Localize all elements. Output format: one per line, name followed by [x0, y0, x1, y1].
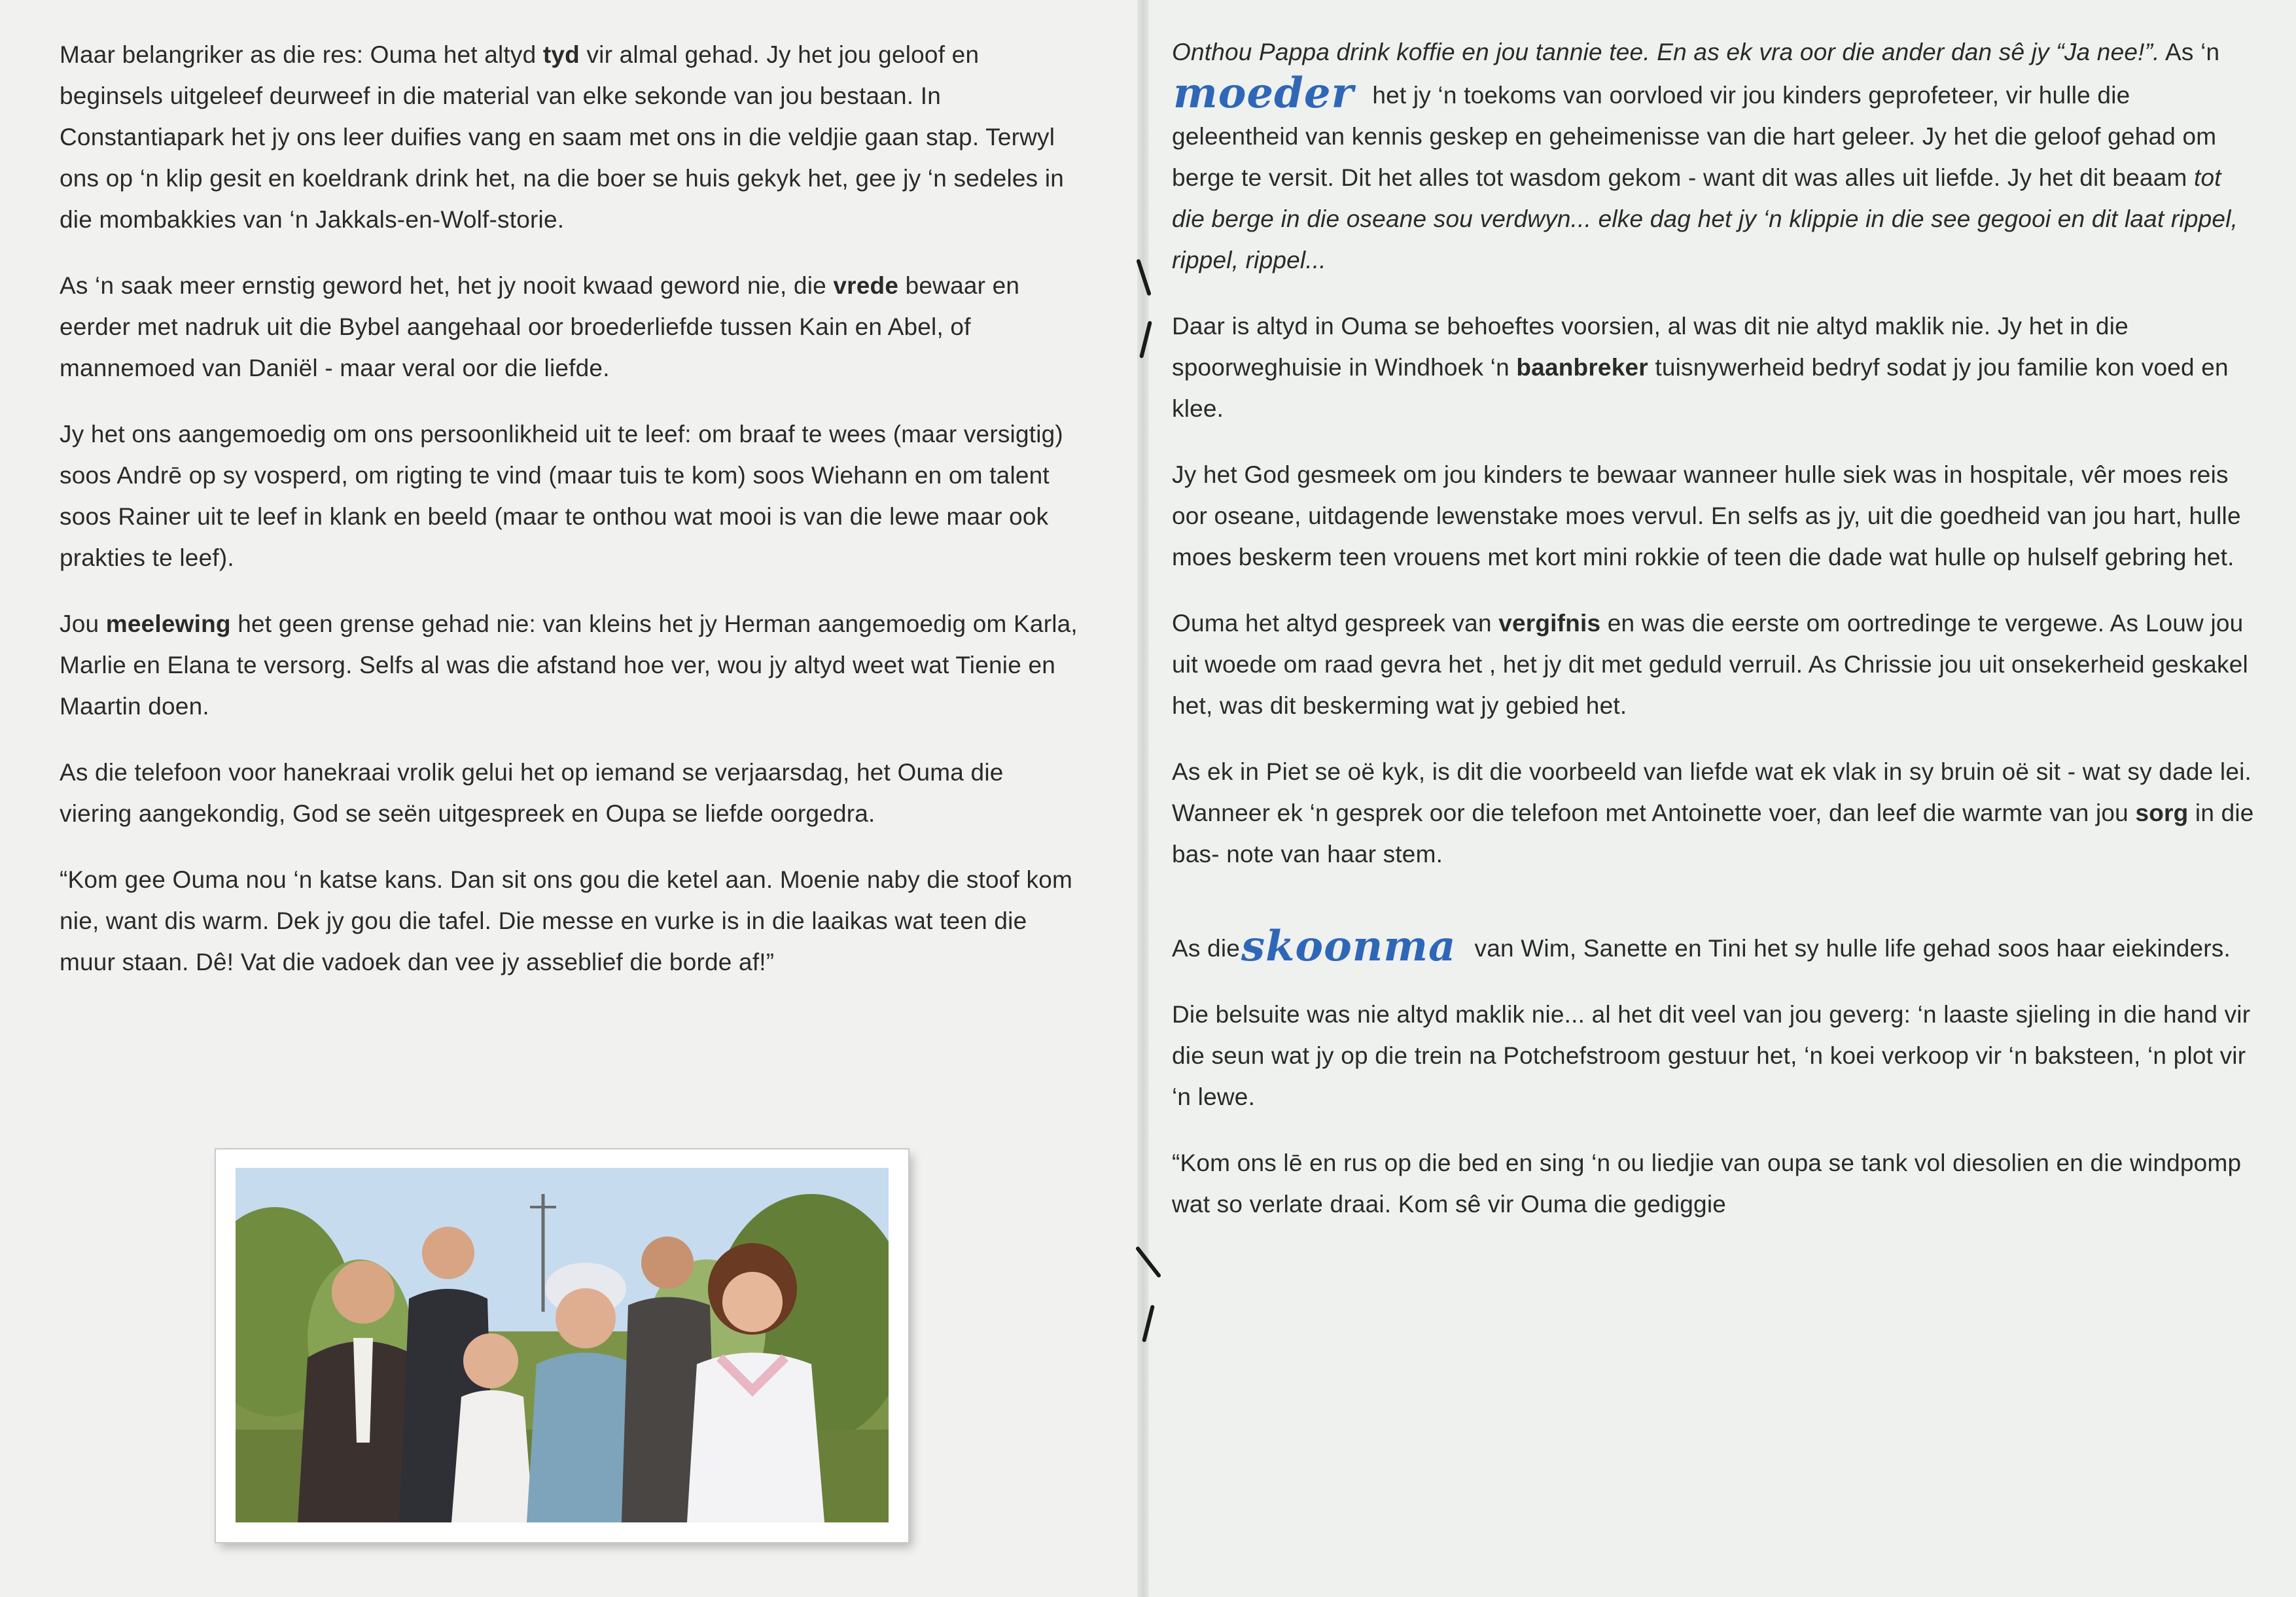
family-photo-frame: [216, 1149, 908, 1542]
family-photo-image: [236, 1168, 889, 1522]
skoonma-script-word: skoonma: [1241, 922, 1457, 971]
left-paragraph-1: Maar belangriker as die res: Ouma het altyd tyd vir almal gehad. Jy het jou geloof en beginsels uitgeleef deurweef in die material van elke sekonde van jou bestaan. In Constantiapark het jy ons leer duifies vang en saam met ons in die veldjie gaan stap. Terwyl ons op ‘n klip gesit en koeldrank drink het, na die boer se huis gekyk het, gee jy ‘n sedeles in die mombakkies van ‘n Jakkals-en-Wolf-storie.: [60, 41, 1065, 233]
right-text-column: [1172, 31, 2258, 1250]
left-page: [0, 0, 1137, 1597]
right-paragraph-5: As ek in Piet se oë kyk, is dit die voorbeeld van liefde wat ek vlak in sy bruin oë sit - wat sy dade lei. Wanneer ek ‘n gesprek oor die telefoon met Antoinette voer, dan leef die warmte van jou sorg in die bas- note van haar stem.: [1172, 758, 2254, 868]
left-text-column: [60, 34, 1080, 1008]
right-paragraph-8: “Kom ons lē en rus op die bed en sing ‘n ou liedjie van oupa se tank vol diesolien en die windpomp wat so verlate draai. Kom sê vir Ouma die gediggie: [1172, 1149, 2242, 1218]
book-gutter: [1137, 0, 1149, 1597]
right-paragraph-1: Onthou Pappa drink koffie en jou tannie tee. En as ek vra oor die ander dan sê jy “Ja nee!”. As ‘nmoeder het jy ‘n toekoms van oorvloed vir jou kinders geprofeteer, vir hulle die geleentheid van kennis geskep en geheimenisse van die hart geleer. Jy het die geloof gehad om berge te versit. Dit het alles tot wasdom gekom - want dit was alles uit liefde. Jy het dit beaam tot die berge in die oseane sou verdwyn... elke dag het jy ‘n klippie in die see gegooi en dit laat rippel, rippel, rippel...: [1172, 39, 2238, 273]
left-paragraph-5: As die telefoon voor hanekraai vrolik gelui het op iemand se verjaarsdag, het Ouma die viering aangekondig, God se seën uitgespreek en Oupa se liefde oorgedra.: [60, 759, 1004, 827]
left-paragraph-3: Jy het ons aangemoedig om ons persoonlikheid uit te leef: om braaf te wees (maar versigtig) soos Andrē op sy vosperd, om rigting te vind (maar tuis te kom) soos Wiehann en om talent soos Rainer uit te leef in klank en beeld (maar te onthou wat mooi is van die lewe maar ook prakties te leef).: [60, 421, 1063, 571]
right-paragraph-4: Ouma het altyd gespreek van vergifnis en was die eerste om oortredinge te vergewe. As Louw jou uit woede om raad gevra het , het jy dit met geduld verruil. As Chrissie jou uit onsekerheid geskakel het, was dit beskerming wat jy gebied het.: [1172, 610, 2248, 719]
right-paragraph-2: Daar is altyd in Ouma se behoeftes voorsien, al was dit nie altyd maklik nie. Jy het in die spoorweghuisie in Windhoek ‘n baanbreker tuisnywerheid bedryf sodat jy jou familie kon voed en klee.: [1172, 313, 2229, 422]
moeder-script-word: moeder: [1173, 69, 1354, 118]
family-photo: [236, 1168, 889, 1522]
right-paragraph-6: As dieskoonma van Wim, Sanette en Tini het sy hulle life gehad soos haar eiekinders.: [1172, 922, 2231, 971]
left-paragraph-2: As ‘n saak meer ernstig geword het, het jy nooit kwaad geword nie, die vrede bewaar en eerder met nadruk uit die Bybel aangehaal oor broederliefde tussen Kain en Abel, of mannemoed van Daniël - maar veral oor die liefde.: [60, 272, 1020, 381]
right-paragraph-7: Die belsuite was nie altyd maklik nie... al het dit veel van jou geverg: ‘n laaste sjieling in die hand vir die seun wat jy op die trein na Potchefstroom gestuur het, ‘n koei verkoop vir ‘n baksteen, ‘n plot vir ‘n lewe.: [1172, 1001, 2251, 1110]
left-paragraph-6: “Kom gee Ouma nou ‘n katse kans. Dan sit ons gou die ketel aan. Moenie naby die stoof kom nie, want dis warm. Dek jy gou die tafel. Die messe en vurke is in die laaikas wat teen die muur staan. Dê! Vat die vadoek dan vee jy asseblief die borde af!”: [60, 866, 1073, 975]
left-paragraph-4: Jou meelewing het geen grense gehad nie: van kleins het jy Herman aangemoedig om Karla, Marlie en Elana te versorg. Selfs al was die afstand hoe ver, wou jy altyd weet wat Tienie en Maartin doen.: [60, 610, 1078, 720]
right-paragraph-3: Jy het God gesmeek om jou kinders te bewaar wanneer hulle siek was in hospitale, vêr moes reis oor oseane, uitdagende lewenstake moes vervul. En selfs as jy, uit die goedheid van jou hart, hulle moes beskerm teen vrouens met kort mini rokkie of teen die dade wat hulle op hulself gebring het.: [1172, 461, 2241, 570]
